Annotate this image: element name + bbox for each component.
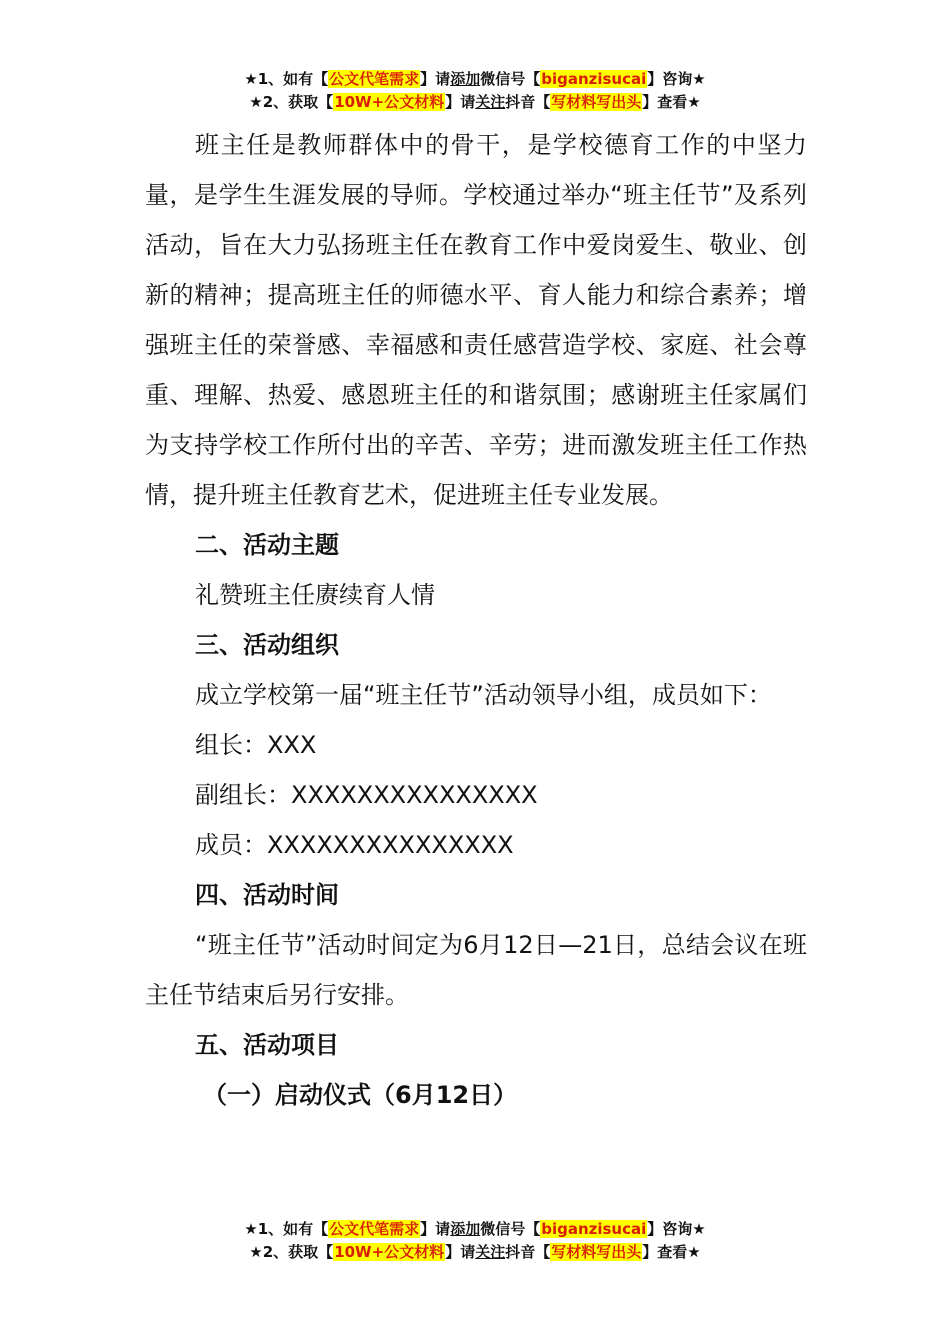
section-heading: 四、活动时间 xyxy=(195,881,339,909)
theme-text: 礼赞班主任赓续育人情 xyxy=(195,581,435,609)
vice-leader-line: 副组长：XXXXXXXXXXXXXXX xyxy=(195,781,538,809)
highlight-text: 公文代笔需求 xyxy=(329,70,420,88)
banner-line-2 xyxy=(0,91,950,114)
section-heading: 五、活动项目 xyxy=(195,1031,339,1059)
highlight-text: 10W+公文材料 xyxy=(334,93,445,111)
banner-text: 】请 xyxy=(445,93,476,111)
banner-text: 】请 xyxy=(420,1220,451,1238)
banner-text: 】查看★ xyxy=(642,93,701,111)
section-heading: 三、活动组织 xyxy=(195,631,339,659)
banner-text: 】咨询★ xyxy=(647,1220,706,1238)
banner-text: 微信号【 xyxy=(480,1220,541,1238)
banner-text: 】请 xyxy=(420,70,451,88)
underlined-text: 关注 xyxy=(475,1243,506,1261)
banner-line-2 xyxy=(0,1241,950,1264)
footer-banner xyxy=(0,1218,950,1264)
document-body xyxy=(145,120,807,1120)
highlight-text: 公文代笔需求 xyxy=(329,1220,420,1238)
underlined-text: 添加 xyxy=(450,70,481,88)
banner-line-1 xyxy=(0,68,950,91)
highlight-text: 写材料写出头 xyxy=(551,93,642,111)
banner-text: ★2、获取【 xyxy=(249,1243,334,1261)
banner-text: ★2、获取【 xyxy=(249,93,334,111)
highlight-text: 10W+公文材料 xyxy=(334,1243,445,1261)
leader-line: 组长：XXX xyxy=(195,731,317,759)
highlight-text: biganzisucai xyxy=(541,1220,647,1238)
underlined-text: 添加 xyxy=(450,1220,481,1238)
subsection-heading: （一）启动仪式（6月12日） xyxy=(203,1081,518,1109)
banner-text: ★1、如有【 xyxy=(244,1220,329,1238)
section-heading: 二、活动主题 xyxy=(195,531,339,559)
highlight-text: biganzisucai xyxy=(541,70,647,88)
organization-text: 成立学校第一届“班主任节”活动领导小组，成员如下： xyxy=(195,681,772,709)
underlined-text: 关注 xyxy=(475,93,506,111)
banner-text: 】请 xyxy=(445,1243,476,1261)
banner-line-1 xyxy=(0,1218,950,1241)
banner-text: 】查看★ xyxy=(642,1243,701,1261)
banner-text: 抖音【 xyxy=(505,93,551,111)
header-banner xyxy=(0,68,950,114)
members-line: 成员：XXXXXXXXXXXXXXX xyxy=(195,831,514,859)
time-text: “班主任节”活动时间定为6月12日—21日，总结会议在班主任节结束后另行安排。 xyxy=(145,931,807,1009)
banner-text: 】咨询★ xyxy=(647,70,706,88)
banner-text: ★1、如有【 xyxy=(244,70,329,88)
highlight-text: 写材料写出头 xyxy=(551,1243,642,1261)
banner-text: 抖音【 xyxy=(505,1243,551,1261)
intro-paragraph: 班主任是教师群体中的骨干，是学校德育工作的中坚力量，是学生生涯发展的导师。学校通过举办“班主任节”及系列活动，旨在大力弘扬班主任在教育工作中爱岗爱生、敬业、创新的精神；提高班主任的师德水平、育人能力和综合素养；增强班主任的荣誉感、幸福感和责任感营造学校、家庭、社会尊重、理解、热爱、感恩班主任的和谐氛围；感谢班主任家属们为支持学校工作所付出的辛苦、辛劳；进而激发班主任工作热情，提升班主任教育艺术，促进班主任专业发展。 xyxy=(145,131,807,509)
banner-text: 微信号【 xyxy=(480,70,541,88)
